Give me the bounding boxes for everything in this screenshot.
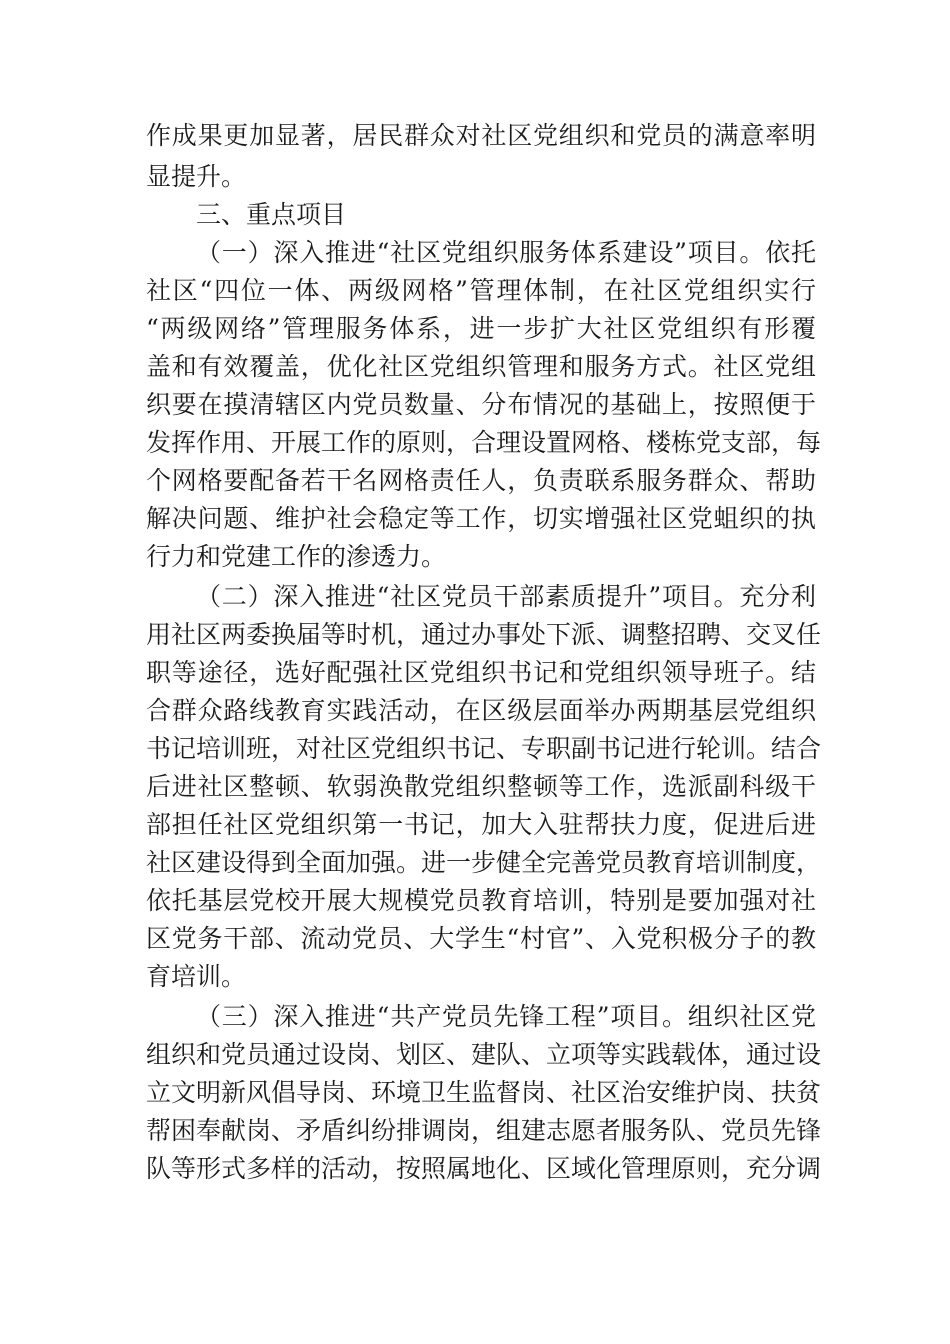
section-heading: 三、重点项目 bbox=[196, 200, 347, 229]
text-line-14: 用社区两委换届等时机，通过办事处下派、调整招聘、交叉任 bbox=[146, 620, 822, 649]
text-line-4: （一）深入推进“社区党组织服务体系建设”项目。依托 bbox=[196, 238, 816, 267]
text-line-1: 作成果更加显著，居民群众对社区党组织和党员的满意率明 bbox=[146, 121, 816, 150]
text-line-5: 社区“四位一体、两级网格”管理体制，在社区党组织实行 bbox=[146, 276, 816, 305]
text-line-16: 合群众路线教育实践活动，在区级层面举办两期基层党组织 bbox=[146, 696, 816, 725]
text-line-23: 育培训。 bbox=[146, 962, 247, 991]
text-line-18: 后进社区整顿、软弱涣散党组织整顿等工作，选派副科级干 bbox=[146, 772, 816, 801]
text-line-12: 行力和党建工作的渗透力。 bbox=[146, 542, 447, 571]
text-line-15: 职等途径，选好配强社区党组织书记和党组织领导班子。结 bbox=[146, 658, 816, 687]
text-line-25: 组织和党员通过设岗、划区、建队、立项等实践载体，通过设 bbox=[146, 1040, 822, 1069]
text-line-21: 依托基层党校开展大规模党员教育培训，特别是要加强对社 bbox=[146, 886, 816, 915]
text-line-22: 区党务干部、流动党员、大学生“村官”、入党积极分子的教 bbox=[146, 924, 816, 953]
text-line-19: 部担任社区党组织第一书记，加大入驻帮扶力度，促进后进 bbox=[146, 810, 816, 839]
text-line-27: 帮困奉献岗、矛盾纠纷排调岗，组建志愿者服务队、党员先锋 bbox=[146, 1116, 822, 1145]
text-line-8: 织要在摸清辖区内党员数量、分布情况的基础上，按照便于 bbox=[146, 390, 816, 419]
text-line-26: 立文明新风倡导岗、环境卫生监督岗、社区治安维护岗、扶贫 bbox=[146, 1078, 822, 1107]
text-line-20: 社区建设得到全面加强。进一步健全完善党员教育培训制度， bbox=[146, 848, 822, 877]
text-line-17: 书记培训班，对社区党组织书记、专职副书记进行轮训。结合 bbox=[146, 734, 822, 763]
text-line-13: （二）深入推进“社区党员干部素质提升”项目。充分利 bbox=[196, 582, 816, 611]
text-line-10: 个网格要配备若干名网格责任人，负责联系服务群众、帮助 bbox=[146, 466, 816, 495]
text-line-28: 队等形式多样的活动，按照属地化、区域化管理原则，充分调 bbox=[146, 1154, 822, 1183]
text-line-6: “两级网络”管理服务体系，进一步扩大社区党组织有形覆 bbox=[146, 314, 816, 343]
text-line-24: （三）深入推进“共产党员先锋工程”项目。组织社区党 bbox=[196, 1002, 816, 1031]
text-line-9: 发挥作用、开展工作的原则，合理设置网格、楼栋党支部，每 bbox=[146, 428, 822, 457]
text-line-2: 显提升。 bbox=[146, 162, 247, 191]
text-line-7: 盖和有效覆盖，优化社区党组织管理和服务方式。社区党组 bbox=[146, 352, 816, 381]
text-line-11: 解决问题、维护社会稳定等工作，切实增强社区党蛆织的执 bbox=[146, 504, 816, 533]
